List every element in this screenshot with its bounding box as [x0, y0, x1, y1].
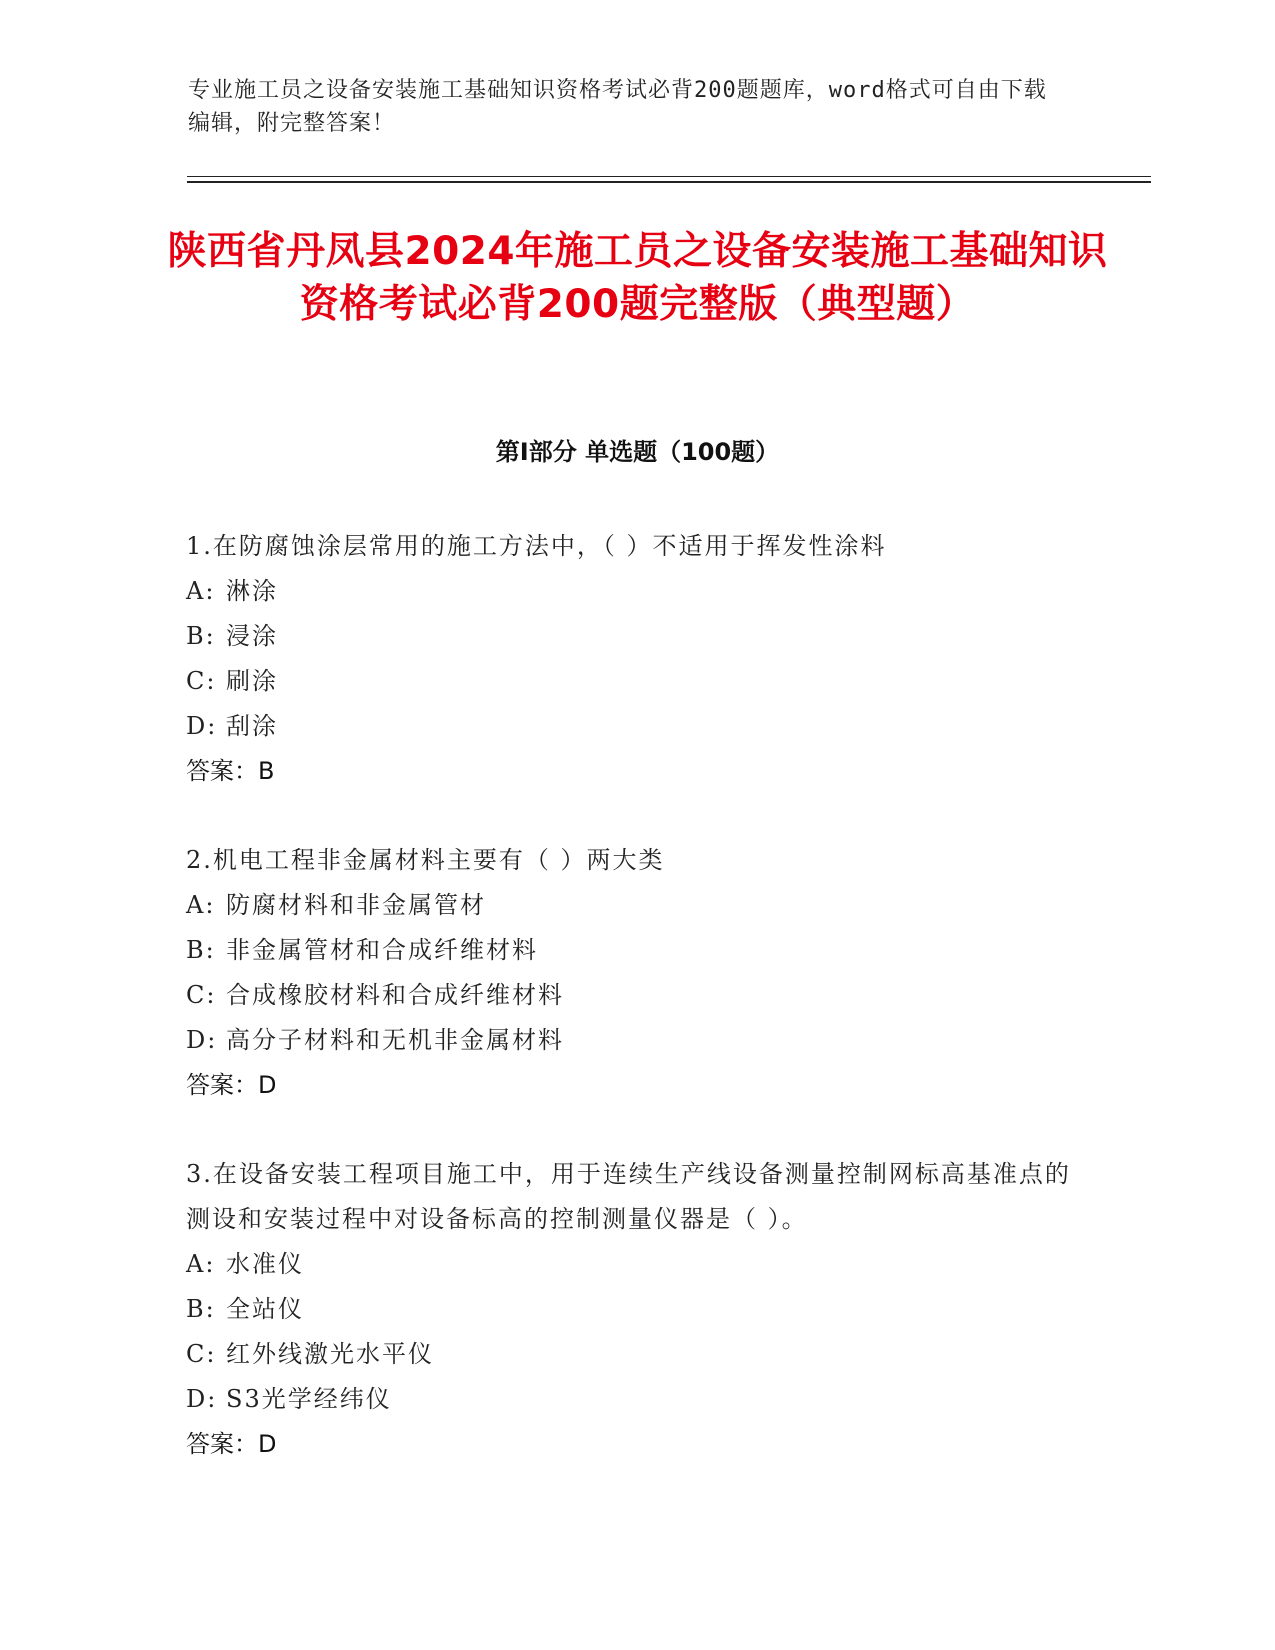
answer-label: 答案：: [186, 1430, 258, 1458]
answer-value: D: [258, 1430, 277, 1458]
option-b: [186, 614, 1086, 659]
question-stem: 3.在设备安装工程项目施工中，用于连续生产线设备测量控制网标高基准点的测设和安装过程中对设备标高的控制测量仪器是（ ）。: [186, 1160, 1071, 1233]
option-c: [186, 1332, 1086, 1377]
option-a: [186, 883, 1086, 928]
header-note: 专业施工员之设备安装施工基础知识资格考试必背200题题库，word格式可自由下载编辑，附完整答案！: [188, 78, 1047, 136]
option-c: [186, 973, 1086, 1018]
option-b: [186, 1287, 1086, 1332]
option-text: 水准仪: [226, 1250, 304, 1278]
option-text: 高分子材料和无机非金属材料: [226, 1026, 564, 1054]
question-2: [186, 838, 1086, 1108]
option-d: [186, 1377, 1086, 1422]
option-d: [186, 1018, 1086, 1063]
option-key: D:: [186, 1026, 218, 1054]
option-text: 刷涂: [226, 667, 278, 695]
answer-label: 答案：: [186, 1071, 258, 1099]
answer-line: [186, 1063, 1086, 1108]
answer-line: [186, 1422, 1086, 1467]
option-text: 浸涂: [226, 622, 278, 650]
option-d: [186, 704, 1086, 749]
answer-value: B: [258, 757, 275, 785]
document-title: 陕西省丹凤县2024年施工员之设备安装施工基础知识资格考试必背200题完整版（典型题）: [167, 229, 1108, 327]
question-1: [186, 524, 1086, 794]
option-text: 防腐材料和非金属管材: [226, 891, 486, 919]
answer-line: [186, 749, 1086, 794]
section-title: 第I部分 单选题（100题）: [495, 438, 780, 466]
question-3: [186, 1152, 1086, 1467]
option-text: 合成橡胶材料和合成纤维材料: [226, 981, 564, 1009]
option-b: [186, 928, 1086, 973]
header-rule-thin: [187, 176, 1151, 177]
question-list: [186, 524, 1086, 1511]
option-key: D:: [186, 712, 218, 740]
option-key: C:: [186, 981, 217, 1009]
option-text: S3光学经纬仪: [226, 1385, 392, 1413]
option-key: B:: [186, 622, 216, 650]
option-key: D:: [186, 1385, 218, 1413]
answer-value: D: [258, 1071, 277, 1099]
answer-label: 答案：: [186, 757, 258, 785]
option-key: B:: [186, 1295, 216, 1323]
question-stem: 2.机电工程非金属材料主要有（ ）两大类: [186, 846, 665, 874]
option-key: A:: [186, 577, 216, 605]
question-stem: 1.在防腐蚀涂层常用的施工方法中，（ ）不适用于挥发性涂料: [186, 532, 887, 560]
option-text: 非金属管材和合成纤维材料: [226, 936, 538, 964]
option-key: A:: [186, 1250, 216, 1278]
option-text: 刮涂: [226, 712, 278, 740]
option-a: [186, 1242, 1086, 1287]
option-text: 红外线激光水平仪: [226, 1340, 434, 1368]
option-text: 全站仪: [226, 1295, 304, 1323]
option-key: C:: [186, 667, 217, 695]
option-key: B:: [186, 936, 216, 964]
header-rule-thick: [187, 181, 1151, 183]
option-a: [186, 569, 1086, 614]
option-key: A:: [186, 891, 216, 919]
option-c: [186, 659, 1086, 704]
option-text: 淋涂: [226, 577, 278, 605]
option-key: C:: [186, 1340, 217, 1368]
